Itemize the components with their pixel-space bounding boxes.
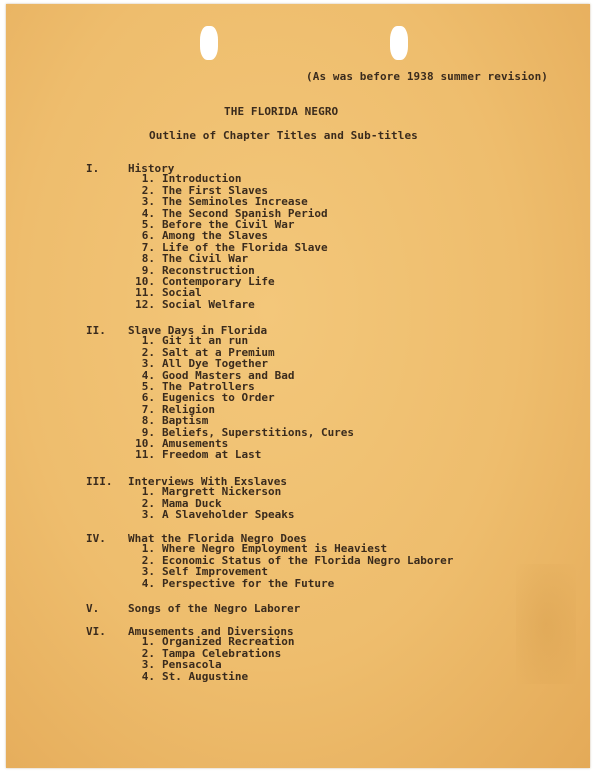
item-label: St. Augustine bbox=[162, 669, 249, 683]
item-label: Introduction bbox=[162, 172, 242, 186]
item-number: 11. bbox=[135, 448, 155, 462]
list-item bbox=[128, 449, 354, 460]
item-label: Mama Duck bbox=[162, 496, 222, 510]
item-number: 5. bbox=[141, 379, 155, 393]
item-number: 4. bbox=[141, 206, 155, 220]
item-number: 12. bbox=[135, 297, 155, 311]
list-item bbox=[128, 276, 328, 287]
list-item bbox=[128, 509, 294, 520]
item-label: Amusements bbox=[162, 436, 229, 450]
item-number: 3. bbox=[141, 195, 155, 209]
punch-hole-right bbox=[390, 26, 408, 60]
section-numeral: IV. bbox=[86, 532, 106, 545]
item-label: Eugenics to Order bbox=[162, 391, 275, 405]
item-label: Self Improvement bbox=[162, 565, 268, 579]
section-items bbox=[128, 543, 453, 589]
item-label: Among the Slaves bbox=[162, 229, 268, 243]
paper-stain bbox=[516, 564, 576, 684]
item-number: 11. bbox=[135, 286, 155, 300]
list-item bbox=[128, 299, 328, 310]
item-label: Perspective for the Future bbox=[162, 576, 335, 590]
document-subtitle: Outline of Chapter Titles and Sub-titles bbox=[149, 129, 418, 142]
item-label: Contemporary Life bbox=[162, 274, 275, 288]
item-label: The Patrollers bbox=[162, 379, 255, 393]
item-label: Pensacola bbox=[162, 658, 222, 672]
item-label: Beliefs, Superstitions, Cures bbox=[162, 425, 355, 439]
item-label: Before the Civil War bbox=[162, 217, 295, 231]
section-numeral: III. bbox=[86, 475, 113, 488]
item-label: Social Welfare bbox=[162, 297, 255, 311]
item-label: Good Masters and Bad bbox=[162, 368, 295, 382]
item-label: Salt at a Premium bbox=[162, 345, 275, 359]
document-title: THE FLORIDA NEGRO bbox=[224, 105, 339, 118]
item-label: Religion bbox=[162, 402, 215, 416]
section-numeral: VI. bbox=[86, 625, 106, 638]
section-title: Interviews With Exslaves bbox=[128, 475, 287, 488]
item-label: Git it an run bbox=[162, 334, 249, 348]
item-number: 1. bbox=[141, 334, 155, 348]
item-label: Life of the Florida Slave bbox=[162, 240, 328, 254]
item-label: Social bbox=[162, 286, 202, 300]
item-label: All Dye Together bbox=[162, 357, 268, 371]
item-label: Reconstruction bbox=[162, 263, 255, 277]
item-number: 2. bbox=[141, 183, 155, 197]
item-number: 5. bbox=[141, 217, 155, 231]
item-number: 1. bbox=[141, 635, 155, 649]
item-number: 2. bbox=[141, 646, 155, 660]
item-label: A Slaveholder Speaks bbox=[162, 508, 295, 522]
section-title: History bbox=[128, 162, 175, 175]
section-items bbox=[128, 636, 294, 682]
item-label: Organized Recreation bbox=[162, 635, 295, 649]
section-numeral: I. bbox=[86, 162, 100, 175]
item-number: 4. bbox=[141, 576, 155, 590]
item-number: 1. bbox=[141, 542, 155, 556]
item-label: Freedom at Last bbox=[162, 448, 262, 462]
item-number: 3. bbox=[141, 357, 155, 371]
item-number: 8. bbox=[141, 252, 155, 266]
item-label: The Second Spanish Period bbox=[162, 206, 328, 220]
typewritten-page bbox=[6, 4, 590, 768]
item-number: 1. bbox=[141, 172, 155, 186]
item-number: 3. bbox=[141, 658, 155, 672]
section-title: Songs of the Negro Laborer bbox=[128, 602, 301, 615]
section-title: Amusements and Diversions bbox=[128, 625, 294, 638]
item-number: 7. bbox=[141, 240, 155, 254]
item-number: 3. bbox=[141, 508, 155, 522]
item-label: Where Negro Employment is Heaviest bbox=[162, 542, 388, 556]
item-number: 7. bbox=[141, 402, 155, 416]
item-number: 6. bbox=[141, 391, 155, 405]
item-number: 10. bbox=[135, 436, 155, 450]
item-number: 6. bbox=[141, 229, 155, 243]
item-label: Margrett Nickerson bbox=[162, 485, 282, 499]
item-number: 2. bbox=[141, 553, 155, 567]
section-items bbox=[128, 173, 328, 310]
item-label: The Seminoles Increase bbox=[162, 195, 308, 209]
item-number: 2. bbox=[141, 345, 155, 359]
item-number: 10. bbox=[135, 274, 155, 288]
item-number: 9. bbox=[141, 263, 155, 277]
section-title: Slave Days in Florida bbox=[128, 324, 268, 337]
section-items bbox=[128, 335, 354, 460]
item-number: 9. bbox=[141, 425, 155, 439]
revision-note: (As was before 1938 summer revision) bbox=[306, 70, 549, 83]
list-item bbox=[128, 578, 453, 589]
item-number: 8. bbox=[141, 414, 155, 428]
list-item bbox=[128, 671, 294, 682]
section-numeral: II. bbox=[86, 324, 106, 337]
item-number: 4. bbox=[141, 368, 155, 382]
item-number: 1. bbox=[141, 485, 155, 499]
item-label: The Civil War bbox=[162, 252, 249, 266]
section-title: What the Florida Negro Does bbox=[128, 532, 307, 545]
item-number: 4. bbox=[141, 669, 155, 683]
item-label: Economic Status of the Florida Negro Laborer bbox=[162, 553, 454, 567]
item-number: 3. bbox=[141, 565, 155, 579]
item-label: Baptism bbox=[162, 414, 209, 428]
item-number: 2. bbox=[141, 496, 155, 510]
section-numeral: V. bbox=[86, 602, 100, 615]
punch-hole-left bbox=[200, 26, 218, 60]
section-items bbox=[128, 486, 294, 520]
item-label: Tampa Celebrations bbox=[162, 646, 282, 660]
item-label: The First Slaves bbox=[162, 183, 268, 197]
